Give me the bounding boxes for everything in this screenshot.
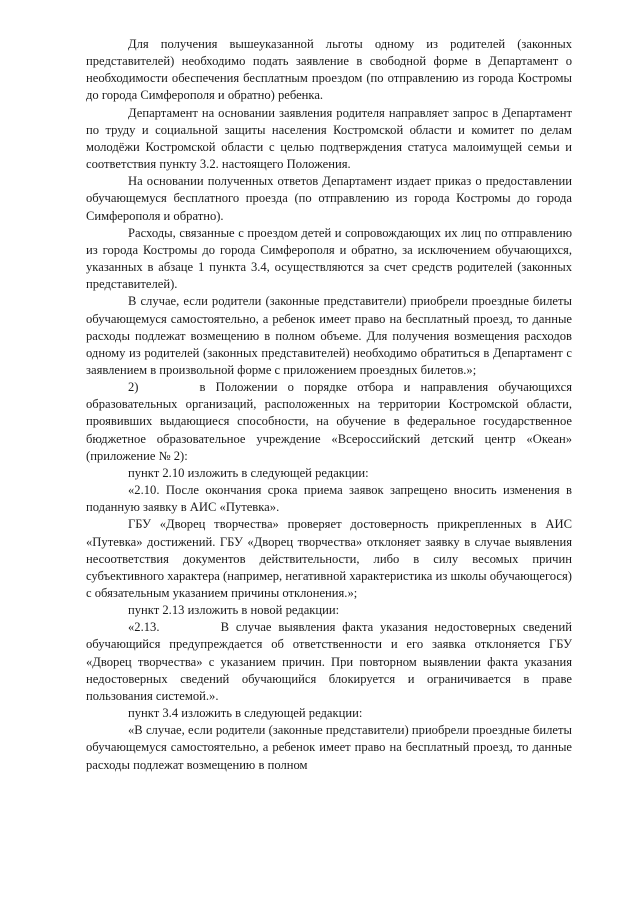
- paragraph-clause-3-4-intro: пункт 3.4 изложить в следующей редакции:: [128, 706, 363, 721]
- paragraph-clause-2-13-intro: пункт 2.13 изложить в новой редакции:: [128, 603, 340, 618]
- paragraph-clause-2-10-intro: пункт 2.10 изложить в следующей редакции:: [128, 465, 369, 480]
- paragraph-benefit-application: Для получения вышеуказанной льготы одному из родителей (законных представителей) необходимо подать заявление в свободной форме в Департамент о необходимости обеспечения бесплатным проездом (по отправлению из города Костромы до города Симферополя и обратно) ребенка.: [86, 37, 572, 103]
- paragraph-item-2: 2) в Положении о порядке отбора и направления обучающихся образовательных организаций, расположенных на территории Костромской области, проявивших выдающиеся способности, на обучение в федеральное государственное бюджетное образовательное учреждение «Всероссийский детский центр «Океан» (приложение № 2):: [86, 380, 572, 463]
- paragraph-travel-expenses: Расходы, связанные с проездом детей и сопровождающих их лиц по отправлению из города Костромы до города Симферополя и обратно, за исключением обучающихся, указанных в абзаце 1 пункта 3.4, осуществляются за счет средств родителей (законных представителей).: [86, 225, 572, 292]
- paragraph-department-request: Департамент на основании заявления родителя направляет запрос в Департамент по труду и социальной защиты населения Костромской области и комитет по делам молодёжи Костромской области с целью подтверждения статуса малоимущей семьи и соответствия пункту 3.2. настоящего Положения.: [86, 105, 572, 172]
- paragraph-verification: ГБУ «Дворец творчества» проверяет достоверность прикрепленных в АИС «Путевка» достижений. ГБУ «Дворец творчества» отклоняет заявку в случае выявления несоответствия документов действительности, либо в силу весомых причин субъективного характера (например, негативной характеристика из школы обучающегося) с обязательным указанием причины отклонения.»;: [86, 517, 572, 600]
- paragraph-order-issue: На основании полученных ответов Департамент издает приказ о предоставлении обучающемуся бесплатного проезда (по отправлению из города Костромы до города Симферополя и обратно).: [86, 174, 572, 223]
- paragraph-clause-2-10: «2.10. После окончания срока приема заявок запрещено вносить изменения в поданную заявку в АИС «Путевка».: [86, 483, 572, 515]
- paragraph-clause-2-13: «2.13. В случае выявления факта указания недостоверных сведений обучающийся предупреждается об ответственности и его заявка отклоняется ГБУ «Дворец творчества» с указанием причин. При повторном выявлении факта указания недостоверных сведений обучающийся блокируется и ограничивается в праве пользования системой.».: [86, 620, 572, 703]
- paragraph-clause-3-4: «В случае, если родители (законные представители) приобрели проездные билеты обучающемуся самостоятельно, а ребенок имеет право на бесплатный проезд, то данные расходы подлежат возмещению в полном: [86, 723, 572, 772]
- document-page: [86, 36, 572, 774]
- paragraph-reimbursement: В случае, если родители (законные представители) приобрели проездные билеты обучающемуся самостоятельно, а ребенок имеет право на бесплатный проезд, то данные расходы подлежат возмещению в полном объеме. Для получения возмещения расходов одному из родителей (законных представителей) необходимо обратиться в Департамент с заявлением в произвольной форме с приложением проездных билетов.»;: [86, 294, 572, 377]
